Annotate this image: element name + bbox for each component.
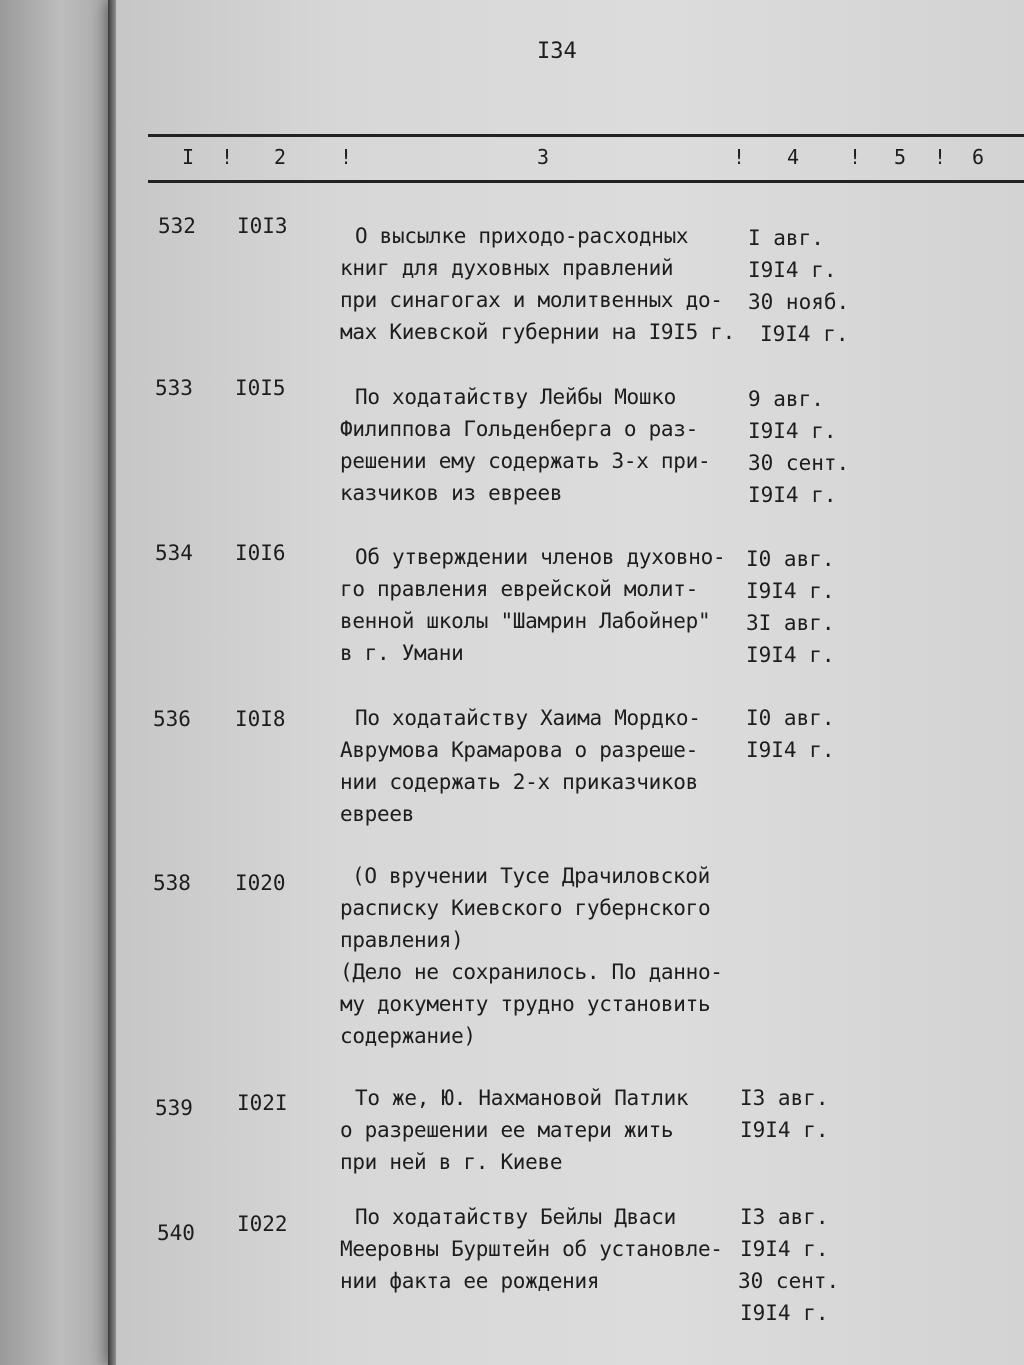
entry-description-line: казчиков из евреев	[340, 481, 563, 505]
entry-description-line: Об утверждении членов духовно-	[355, 545, 726, 569]
header-col-2: 2	[274, 145, 287, 169]
entry-number: 533	[155, 376, 193, 400]
entry-description-line: О высылке приходо-расходных	[355, 224, 689, 248]
entry-description-line: при ней в г. Киеве	[340, 1150, 563, 1174]
entry-description-line: нии факта ее рождения	[340, 1269, 600, 1293]
document-page	[112, 0, 1024, 1365]
file-number: I020	[235, 871, 286, 895]
entry-description-line: в г. Умани	[340, 641, 464, 665]
entry-description-line: правления)	[340, 928, 464, 952]
entry-description-line: По ходатайству Бейлы Дваси	[355, 1205, 676, 1229]
entry-number: 539	[155, 1096, 193, 1120]
header-separator: !	[849, 145, 862, 169]
entry-date-line: I9I4 г.	[740, 1237, 829, 1261]
entry-number: 538	[153, 871, 191, 895]
header-separator: !	[221, 145, 234, 169]
entry-description-line: при синагогах и молитвенных до-	[340, 288, 723, 312]
entry-number: 532	[158, 214, 196, 238]
file-number: I0I6	[235, 541, 286, 565]
entry-number: 534	[155, 541, 193, 565]
header-separator: !	[733, 145, 746, 169]
entry-description-line: (О вручении Тусе Драчиловской	[352, 864, 710, 888]
page-fold	[108, 0, 116, 1365]
entry-date-line: I9I4 г.	[746, 643, 835, 667]
entry-date-line: 30 сент.	[738, 1269, 840, 1293]
entry-number: 536	[153, 707, 191, 731]
entry-date-line: I3 авг.	[740, 1205, 829, 1229]
entry-date-line: I3 авг.	[740, 1086, 829, 1110]
header-separator: !	[340, 145, 353, 169]
entry-description-line: мах Киевской губернии на I9I5 г.	[340, 320, 735, 344]
file-number: I0I3	[237, 214, 288, 238]
entry-number: 540	[157, 1221, 195, 1245]
header-col-4: 4	[787, 145, 800, 169]
header-top-rule	[148, 134, 1024, 137]
header-bottom-rule	[148, 180, 1024, 183]
header-col-3: 3	[537, 145, 550, 169]
entry-date-line: 9 авг.	[748, 387, 824, 411]
entry-description-line: То же, Ю. Нахмановой Патлик	[355, 1086, 689, 1110]
entry-date-line: I0 авг.	[746, 706, 835, 730]
entry-description-line: По ходатайству Лейбы Мошко	[355, 385, 676, 409]
file-number: I0I5	[235, 376, 286, 400]
entry-description-line: Аврумова Крамарова о разреше-	[340, 738, 698, 762]
header-col-6: 6	[972, 145, 985, 169]
entry-date-line: I9I4 г.	[760, 322, 849, 346]
header-col-5: 5	[894, 145, 907, 169]
entry-description-line: евреев	[340, 802, 415, 826]
entry-description-line: книг для духовных правлений	[340, 256, 674, 280]
entry-date-line: 30 нояб.	[748, 290, 850, 314]
entry-description-line: нии содержать 2-х приказчиков	[340, 770, 698, 794]
entry-date-line: 3I авг.	[746, 611, 835, 635]
header-separator: !	[934, 145, 947, 169]
entry-date-line: I9I4 г.	[740, 1301, 829, 1325]
entry-description-line: Мееровны Бурштейн об установле-	[340, 1237, 723, 1261]
entry-description-line: му документу трудно установить	[340, 992, 711, 1016]
entry-date-line: 30 сент.	[748, 451, 850, 475]
entry-description-line: (Дело не сохранилось. По данно-	[340, 960, 723, 984]
entry-date-line: I9I4 г.	[748, 419, 837, 443]
entry-date-line: I9I4 г.	[748, 258, 837, 282]
entry-description-line: расписку Киевского губернского	[340, 896, 711, 920]
entry-description-line: венной школы "Шамрин Лабойнер"	[340, 609, 711, 633]
entry-date-line: I авг.	[748, 226, 824, 250]
entry-description-line: решении ему содержать 3-х при-	[340, 449, 711, 473]
header-col-1: I	[182, 145, 195, 169]
entry-date-line: I9I4 г.	[740, 1118, 829, 1142]
entry-date-line: I0 авг.	[746, 547, 835, 571]
left-page-edge	[0, 0, 112, 1365]
entry-date-line: I9I4 г.	[746, 579, 835, 603]
file-number: I02I	[237, 1091, 288, 1115]
entry-description-line: Филиппова Гольденберга о раз-	[340, 417, 698, 441]
entry-date-line: I9I4 г.	[748, 483, 837, 507]
file-number: I022	[237, 1212, 288, 1236]
entry-description-line: содержание)	[340, 1024, 476, 1048]
page-number: I34	[537, 39, 577, 64]
entry-description-line: По ходатайству Хаима Мордко-	[355, 706, 701, 730]
entry-description-line: о разрешении ее матери жить	[340, 1118, 674, 1142]
file-number: I0I8	[235, 707, 286, 731]
entry-date-line: I9I4 г.	[746, 738, 835, 762]
entry-description-line: го правления еврейской молит-	[340, 577, 698, 601]
